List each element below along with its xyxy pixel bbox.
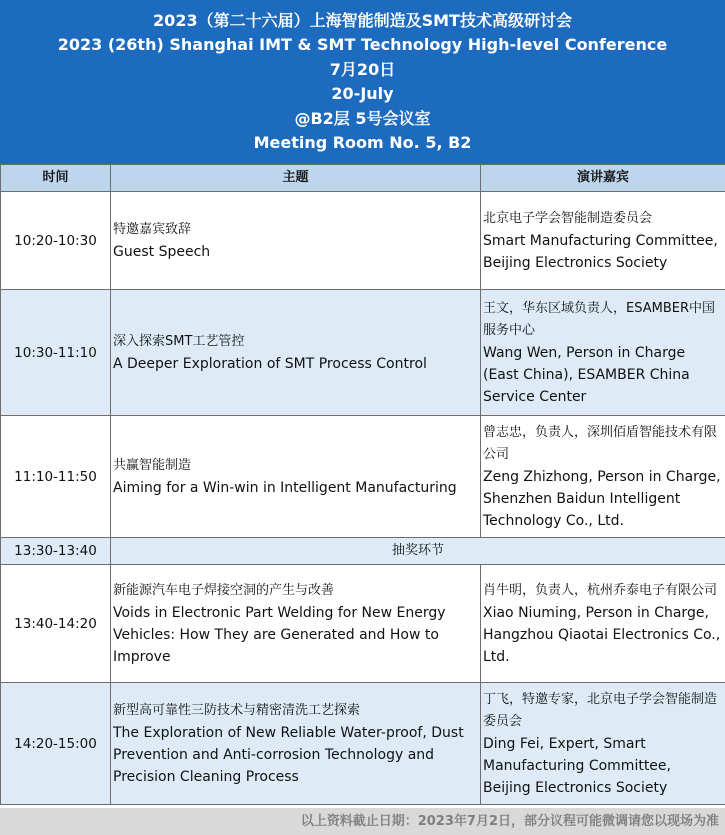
speaker-zh: 北京电子学会智能制造委员会 [483,210,653,226]
table-row [1,565,725,683]
topic-zh: 特邀嘉宾致辞 [113,221,192,237]
topic-zh: 新能源汽车电子焊接空洞的产生与改善 [113,582,335,598]
session-topic [111,416,481,538]
session-speaker [481,290,725,416]
table-row-break [1,538,725,565]
venue-zh: @B2层 5号会议室 [294,108,431,128]
table-row [1,416,725,538]
topic-en: Voids in Electronic Part Welding for New Energy Vehicles: How They are Generated and How to Improve [113,604,446,665]
speaker-en: Zeng Zhizhong, Person in Charge, Shenzhen Baidun Intelligent Technology Co., Ltd. [483,468,721,529]
topic-zh: 新型高可靠性三防技术与精密清洗工艺探索 [113,702,361,718]
date-zh: 7月20日 [329,59,396,79]
session-time: 13:40-14:20 [1,565,111,683]
speaker-en: Ding Fei, Expert, Smart Manufacturing Committee, Beijing Electronics Society [483,735,671,796]
session-time: 13:30-13:40 [1,538,111,565]
agenda-table [0,164,725,805]
topic-en: The Exploration of New Reliable Water-proof, Dust Prevention and Anti-corrosion Technology and Precision Cleaning Process [113,724,464,785]
session-time: 10:30-11:10 [1,290,111,416]
session-time: 11:10-11:50 [1,416,111,538]
topic-zh: 深入探索SMT工艺管控 [113,333,245,349]
speaker-en: Xiao Niuming, Person in Charge, Hangzhou Qiaotai Electronics Co., Ltd. [483,604,721,665]
column-header-time: 时间 [1,165,111,192]
topic-en: Guest Speech [113,243,211,260]
session-speaker [481,416,725,538]
footer-note: 以上资料截止日期：2023年7月2日，部分议程可能微调请您以现场为准 [0,808,725,835]
session-speaker [481,192,725,290]
table-row [1,290,725,416]
session-topic [111,290,481,416]
header-banner [0,0,725,164]
date-en: 20-July [331,84,394,104]
table-row [1,683,725,805]
speaker-zh: 丁飞，特邀专家，北京电子学会智能制造委员会 [483,691,718,729]
session-topic [111,192,481,290]
column-header-topic: 主题 [111,165,481,192]
speaker-zh: 肖牛明，负责人，杭州乔泰电子有限公司 [483,582,718,598]
session-topic [111,683,481,805]
session-time: 14:20-15:00 [1,683,111,805]
topic-en: A Deeper Exploration of SMT Process Control [113,355,427,372]
lucky-draw-label: 抽奖环节 [111,538,725,565]
venue-en: Meeting Room No. 5, B2 [253,133,472,153]
table-header-row [1,165,725,192]
session-speaker [481,565,725,683]
topic-en: Aiming for a Win-win in Intelligent Manufacturing [113,479,457,496]
session-time: 10:20-10:30 [1,192,111,290]
speaker-zh: 曾志忠，负责人，深圳佰盾智能技术有限公司 [483,424,718,462]
title-en: 2023 (26th) Shanghai IMT & SMT Technology High-level Conference [57,35,668,55]
table-row [1,192,725,290]
speaker-en: Smart Manufacturing Committee, Beijing Electronics Society [483,232,718,271]
session-speaker [481,683,725,805]
topic-zh: 共赢智能制造 [113,457,192,473]
speaker-en: Wang Wen, Person in Charge (East China), ESAMBER China Service Center [483,344,690,405]
column-header-speaker: 演讲嘉宾 [481,165,725,192]
session-topic [111,565,481,683]
speaker-zh: 王文，华东区域负责人，ESAMBER中国服务中心 [483,300,715,338]
title-zh: 2023（第二十六届）上海智能制造及SMT技术高级研讨会 [153,11,572,30]
